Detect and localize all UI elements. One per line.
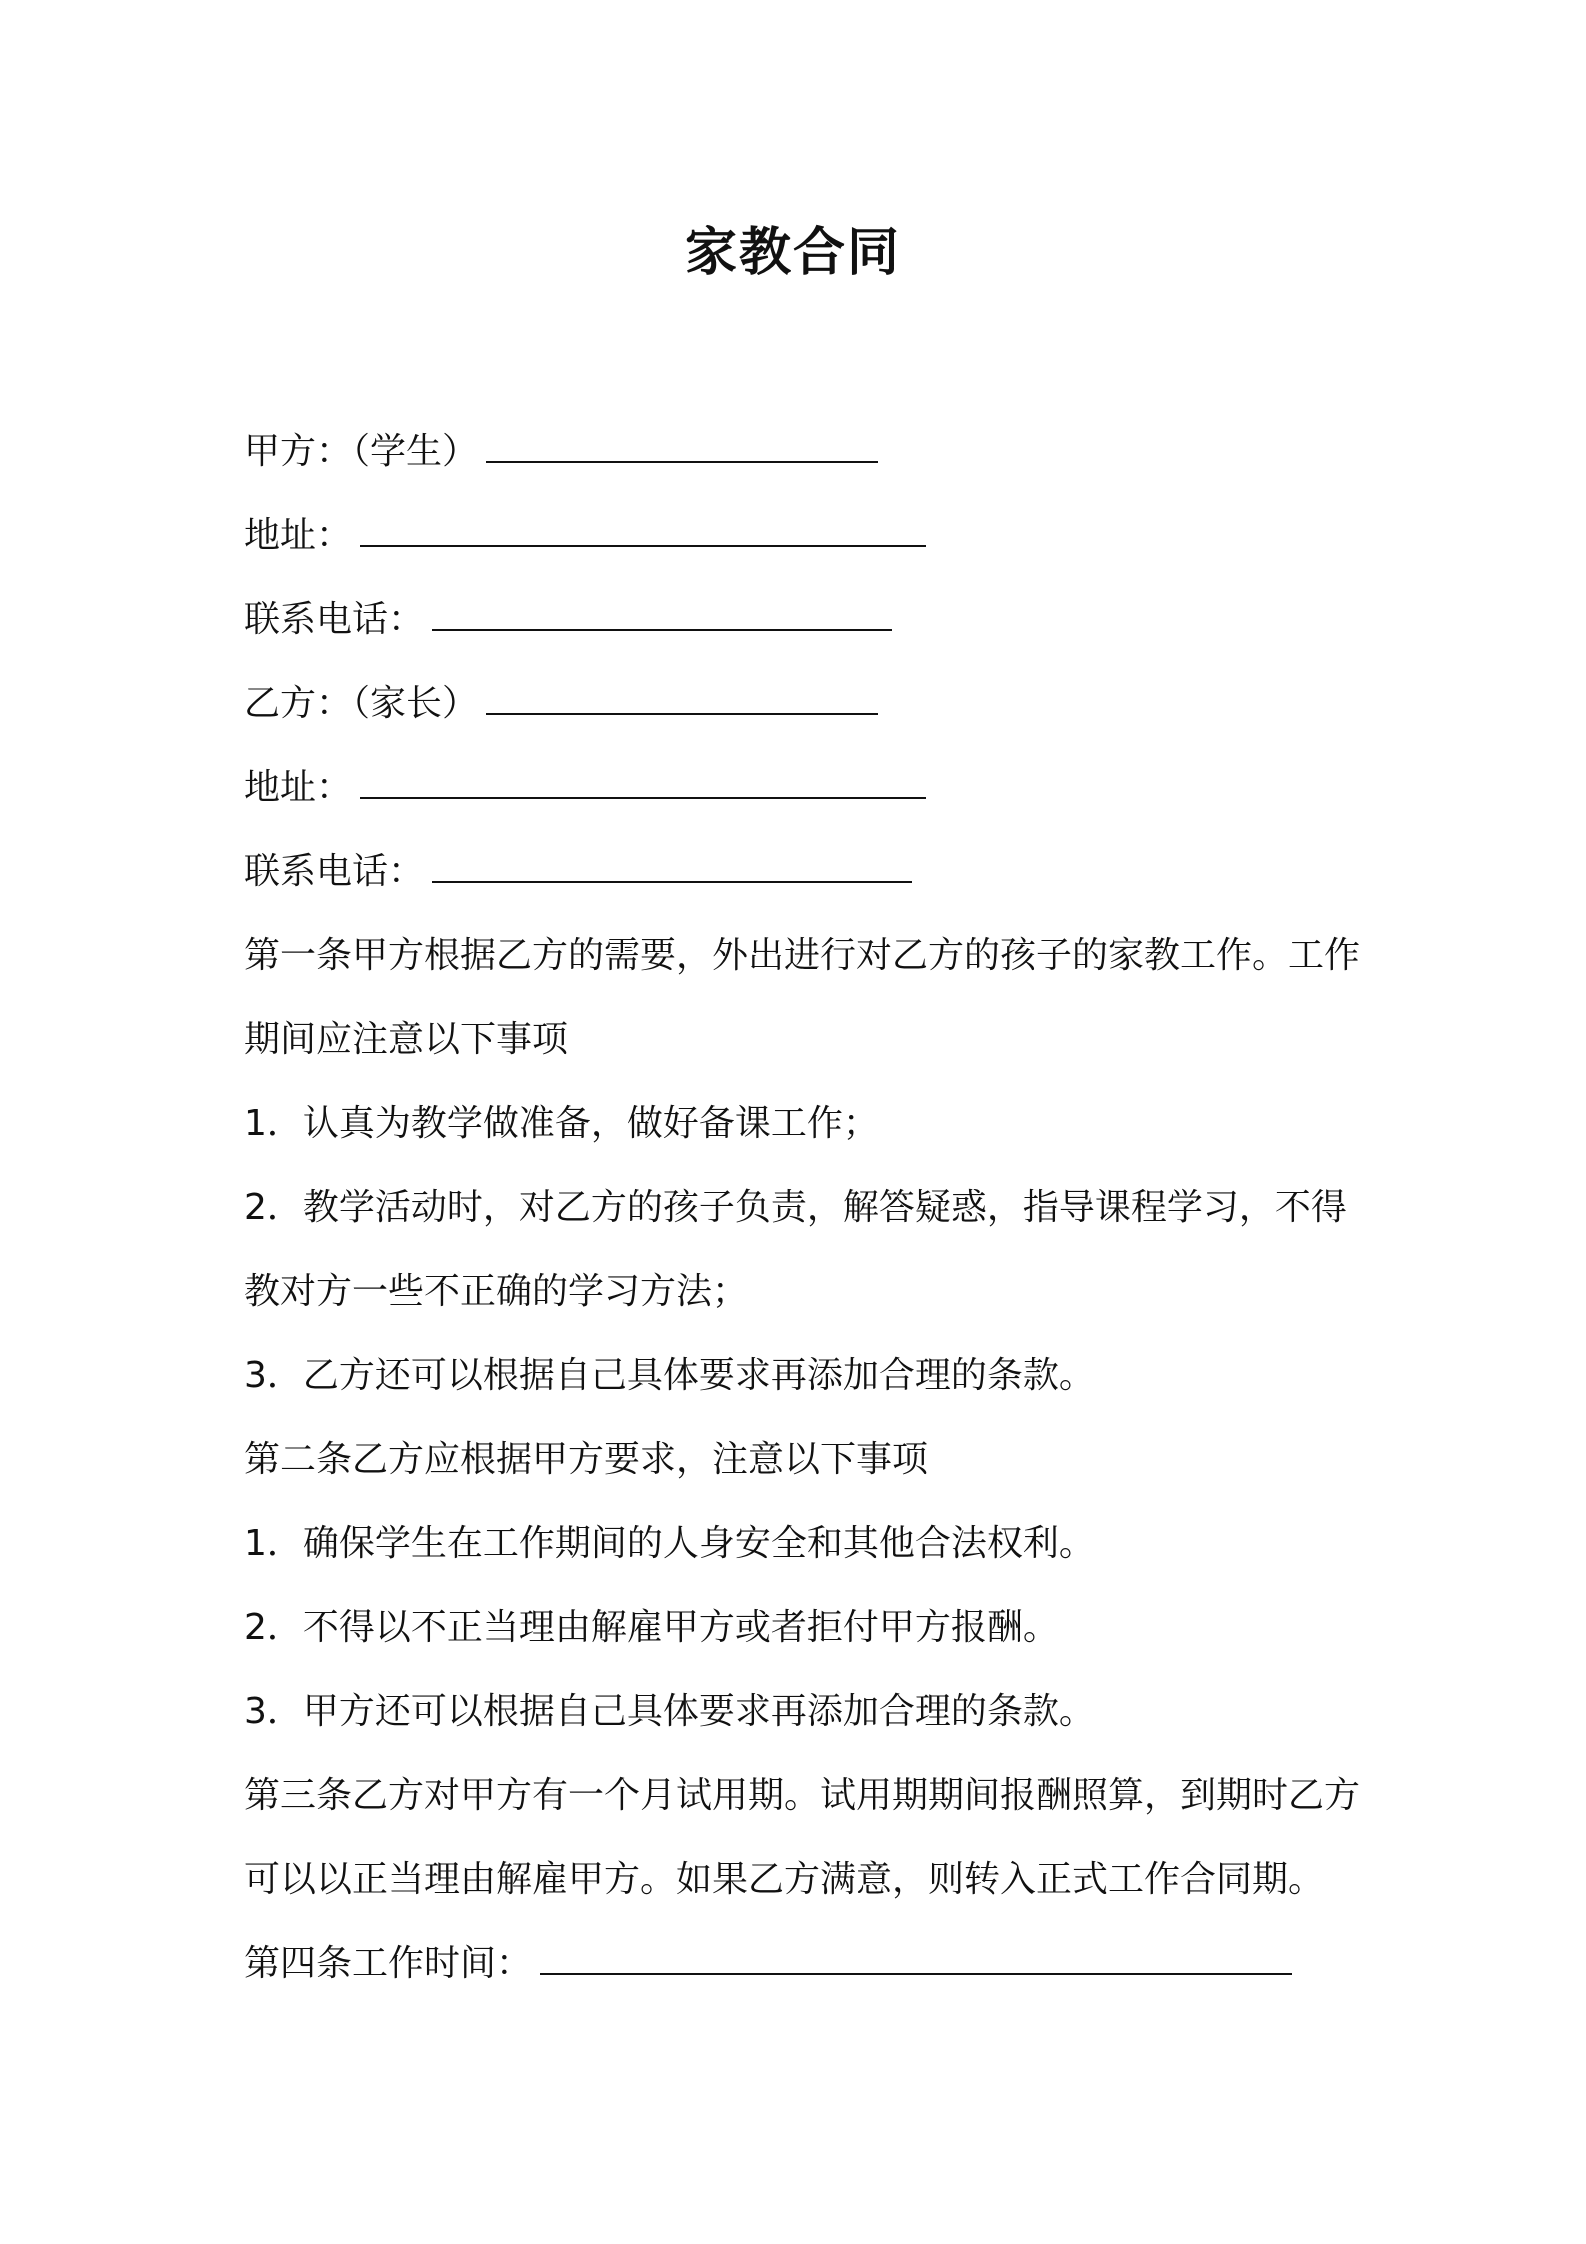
party-a-phone-label: 联系电话： <box>244 599 425 640</box>
article3-text: 第三条乙方对甲方有一个月试用期。试用期期间报酬照算，到期时乙方可以以正当理由解雇甲方。如果乙方满意，则转入正式工作合同期。 <box>244 1775 1361 1900</box>
party-b-name-blank[interactable] <box>486 679 878 715</box>
article1-item: 3．乙方还可以根据自己具体要求再添加合理的条款。 <box>244 1355 1095 1396</box>
party-b-label: 乙方：（家长） <box>244 683 479 724</box>
party-a-name-blank[interactable] <box>486 427 878 463</box>
party-a-address-row <box>244 494 1364 578</box>
party-a-phone-row <box>244 578 1364 662</box>
party-b-address-blank[interactable] <box>360 763 926 799</box>
party-b-phone-row <box>244 830 1364 914</box>
work-time-blank[interactable] <box>540 1939 1292 1975</box>
party-b-address-row <box>244 746 1364 830</box>
article2-item: 1．确保学生在工作期间的人身安全和其他合法权利。 <box>244 1523 1095 1564</box>
party-b-phone-label: 联系电话： <box>244 851 425 892</box>
party-b-address-label: 地址： <box>244 767 353 808</box>
article2-item: 2．不得以不正当理由解雇甲方或者拒付甲方报酬。 <box>244 1607 1059 1648</box>
party-b-phone-blank[interactable] <box>432 847 912 883</box>
article1-item: 1．认真为教学做准备，做好备课工作； <box>244 1103 879 1144</box>
party-a-address-blank[interactable] <box>360 511 926 547</box>
article4-row <box>244 1922 1364 2006</box>
document-title: 家教合同 <box>684 223 901 283</box>
party-a-address-label: 地址： <box>244 515 353 556</box>
document-body <box>244 410 1364 2006</box>
article1-item: 2．教学活动时，对乙方的孩子负责，解答疑惑，指导课程学习，不得教对方一些不正确的学习方法； <box>244 1187 1347 1312</box>
article2-item: 3．甲方还可以根据自己具体要求再添加合理的条款。 <box>244 1691 1095 1732</box>
party-a-name-row <box>244 410 1364 494</box>
party-a-label: 甲方：（学生） <box>244 431 479 472</box>
article1-heading: 第一条甲方根据乙方的需要，外出进行对乙方的孩子的家教工作。工作期间应注意以下事项 <box>244 935 1361 1060</box>
article4-label: 第四条工作时间： <box>244 1943 533 1984</box>
party-a-phone-blank[interactable] <box>432 595 892 631</box>
article2-heading: 第二条乙方应根据甲方要求，注意以下事项 <box>244 1439 929 1480</box>
party-b-name-row <box>244 662 1364 746</box>
